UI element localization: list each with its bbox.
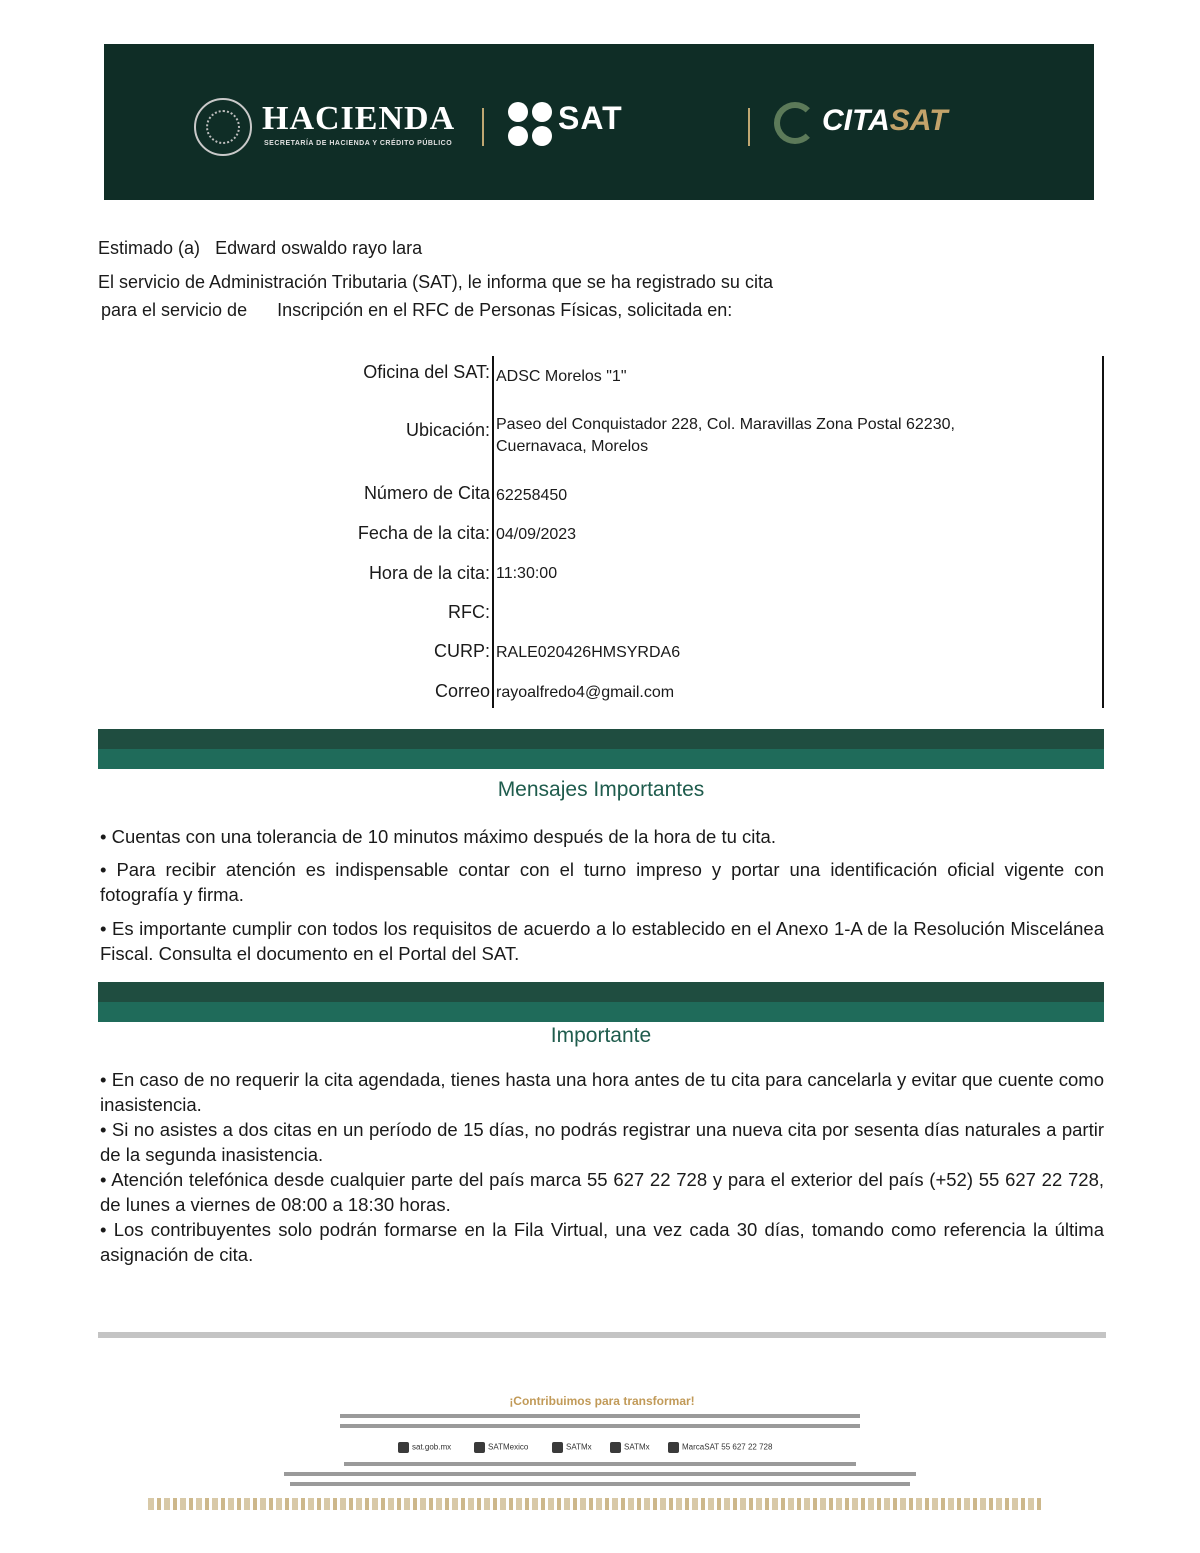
social-youtube[interactable] [610, 1442, 650, 1453]
phone-icon [668, 1442, 679, 1453]
youtube-icon [610, 1442, 621, 1453]
sat-logo-text: SAT [558, 100, 623, 136]
section-bar-dark [98, 729, 1104, 749]
email-label: Correo [434, 681, 490, 701]
citasat-logo-part2: SAT [889, 104, 948, 137]
office-label: Oficina del SAT: [363, 362, 490, 382]
footer-slogan: ¡Contribuimos para transformar! [509, 1394, 695, 1408]
email-value: rayoalfredo4@gmail.com [496, 684, 675, 701]
social-facebook-label: SATMexico [488, 1442, 529, 1452]
intro-line-2 [101, 300, 732, 321]
location-label: Ubicación: [405, 420, 490, 440]
logo-divider [748, 108, 750, 146]
citasat-logo [822, 104, 948, 138]
footer-fine-print-line [340, 1414, 860, 1418]
coat-of-arms-icon [194, 98, 252, 156]
social-marca[interactable] [668, 1442, 772, 1453]
mensaje-item: • Es importante cumplir con todos los requisitos de acuerdo a lo establecido en el Anexo 1-A de la Resolución Miscelánea Fiscal. Consulta el documento en el Portal del SAT. [100, 918, 1104, 964]
service-name: Inscripción en el RFC de Personas Físicas, solicitada en: [277, 300, 733, 320]
footer-fine-print-line [284, 1472, 916, 1476]
appointment-number-label: Número de Cita [363, 483, 490, 503]
location-value [496, 414, 955, 458]
footer-divider [98, 1332, 1106, 1338]
appointment-number-value: 62258450 [496, 487, 568, 504]
intro-prefix: para el servicio de [101, 300, 248, 320]
location-line-2: Cuernavaca, Morelos [496, 438, 649, 455]
seal-inner-ring [206, 110, 240, 144]
section-bar-light [98, 749, 1104, 769]
date-value: 04/09/2023 [496, 526, 577, 543]
social-phone-label: 55 627 22 728 [721, 1442, 773, 1452]
twitter-icon [552, 1442, 563, 1453]
intro-line-1: El servicio de Administración Tributaria (SAT), le informa que se ha registrado su cita [98, 272, 773, 292]
importante-item: • En caso de no requerir la cita agendada, tienes hasta una hora antes de tu cita para cancelarla y evitar que cuente como inasistencia. [100, 1069, 1104, 1115]
hacienda-logo-subtitle: SECRETARÍA DE HACIENDA Y CRÉDITO PÚBLICO [264, 140, 453, 147]
social-twitter-label: SATMx [566, 1442, 592, 1452]
hacienda-logo-title: HACIENDA [262, 100, 456, 137]
office-value: ADSC Morelos "1" [496, 368, 627, 385]
citasat-icon [774, 102, 816, 144]
recipient-name: Edward oswaldo rayo lara [215, 238, 423, 258]
section-bar-dark [98, 982, 1104, 1002]
rfc-label: RFC: [448, 602, 490, 622]
mensaje-item: • Para recibir atención es indispensable contar con el turno impreso y portar una identificación oficial vigente con fotografía y firma. [100, 859, 1104, 905]
sat-dots-icon [506, 100, 554, 148]
decorative-pattern [148, 1498, 1044, 1510]
footer-fine-print-line [344, 1462, 856, 1466]
globe-icon [398, 1442, 409, 1453]
social-marca-label: MarcaSAT [682, 1442, 720, 1452]
importante-title: Importante [550, 1024, 652, 1047]
time-label: Hora de la cita: [368, 563, 490, 583]
section-bar-light [98, 1002, 1104, 1022]
time-value: 11:30:00 [496, 565, 558, 582]
social-twitter[interactable] [552, 1442, 592, 1453]
logo-divider [482, 108, 484, 146]
footer-fine-print-line [340, 1424, 860, 1428]
importante-item: • Atención telefónica desde cualquier parte del país marca 55 627 22 728 y para el exterior del país (+52) 55 627 22 728, de lunes a viernes de 08:00 a 18:30 horas. [100, 1169, 1104, 1215]
curp-label: CURP: [433, 641, 490, 661]
footer-fine-print-line [290, 1482, 910, 1486]
social-web[interactable] [398, 1442, 451, 1453]
facebook-icon [474, 1442, 485, 1453]
location-line-1: Paseo del Conquistador 228, Col. Maravillas Zona Postal 62230, [496, 416, 955, 433]
greeting-label: Estimado (a) [98, 238, 201, 258]
importante-item: • Si no asistes a dos citas en un período de 15 días, no podrás registrar una nueva cita por sesenta días naturales a partir de la segunda inasistencia. [100, 1119, 1104, 1165]
curp-value: RALE020426HMSYRDA6 [496, 644, 681, 661]
social-facebook[interactable] [474, 1442, 528, 1453]
social-youtube-label: SATMx [624, 1442, 650, 1452]
citasat-logo-part1: CITA [822, 104, 890, 137]
table-right-border [1102, 356, 1104, 708]
importante-item: • Los contribuyentes solo podrán formarse en la Fila Virtual, una vez cada 30 días, tomando como referencia la última asignación de cita. [100, 1219, 1104, 1265]
mensajes-title: Mensajes Importantes [497, 778, 705, 801]
social-web-label: sat.gob.mx [412, 1442, 452, 1452]
header-banner [104, 44, 1094, 200]
table-left-border [492, 356, 494, 708]
mensaje-item: • Cuentas con una tolerancia de 10 minutos máximo después de la hora de tu cita. [100, 826, 776, 847]
date-label: Fecha de la cita: [357, 523, 490, 543]
greeting-line [98, 238, 422, 259]
